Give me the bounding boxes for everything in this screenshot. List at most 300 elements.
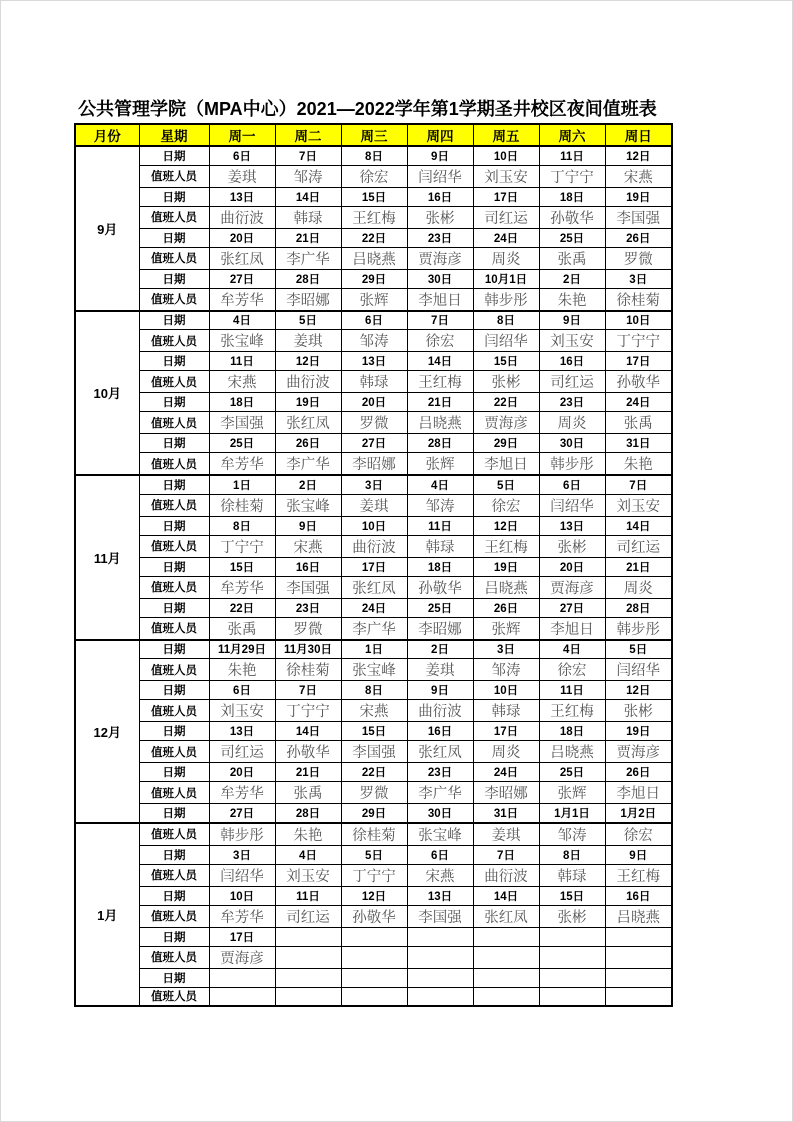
date-cell — [473, 927, 539, 946]
table-row — [75, 247, 672, 269]
date-cell: 5日 — [275, 311, 341, 330]
date-cell: 25日 — [209, 434, 275, 453]
staff-cell: 张辉 — [473, 617, 539, 640]
row-label-staff: 值班人员 — [139, 412, 209, 434]
table-row — [75, 659, 672, 681]
date-cell: 8日 — [539, 845, 605, 864]
staff-cell: 宋燕 — [341, 700, 407, 722]
date-cell: 14日 — [275, 722, 341, 741]
table-row — [75, 598, 672, 617]
date-cell: 13日 — [209, 187, 275, 206]
table-row — [75, 228, 672, 247]
date-cell: 8日 — [209, 516, 275, 535]
staff-cell: 司红运 — [605, 535, 672, 557]
date-cell: 12日 — [605, 681, 672, 700]
staff-cell: 曲衍波 — [407, 700, 473, 722]
header-cell: 周二 — [275, 124, 341, 146]
date-cell: 16日 — [407, 187, 473, 206]
staff-cell: 徐宏 — [407, 330, 473, 352]
staff-cell — [407, 987, 473, 1006]
row-label-staff: 值班人员 — [139, 987, 209, 1006]
staff-cell: 司红运 — [275, 905, 341, 927]
header-cell: 周四 — [407, 124, 473, 146]
duty-roster-body — [75, 146, 672, 1006]
header-cell: 周五 — [473, 124, 539, 146]
date-cell — [341, 927, 407, 946]
staff-cell — [473, 946, 539, 968]
date-cell: 10日 — [605, 311, 672, 330]
date-cell: 14日 — [605, 516, 672, 535]
date-cell: 17日 — [209, 927, 275, 946]
staff-cell: 徐桂菊 — [209, 494, 275, 516]
date-cell: 31日 — [473, 804, 539, 823]
staff-cell: 徐宏 — [605, 823, 672, 846]
staff-cell — [605, 987, 672, 1006]
date-cell: 6日 — [209, 146, 275, 165]
row-label-staff: 值班人员 — [139, 823, 209, 846]
table-row — [75, 927, 672, 946]
staff-cell — [407, 946, 473, 968]
date-cell: 14日 — [473, 886, 539, 905]
staff-cell: 刘玉安 — [473, 165, 539, 187]
date-cell: 12日 — [275, 352, 341, 371]
date-cell: 23日 — [275, 598, 341, 617]
date-cell: 7日 — [407, 311, 473, 330]
date-cell: 10日 — [473, 681, 539, 700]
table-row — [75, 763, 672, 782]
staff-cell: 李旭日 — [473, 453, 539, 476]
date-cell: 3日 — [605, 269, 672, 288]
staff-cell: 闫绍华 — [605, 659, 672, 681]
date-cell: 15日 — [209, 557, 275, 576]
date-cell: 23日 — [539, 393, 605, 412]
date-cell — [539, 927, 605, 946]
staff-cell: 邹涛 — [275, 165, 341, 187]
staff-cell: 李广华 — [275, 247, 341, 269]
staff-cell: 刘玉安 — [605, 494, 672, 516]
row-label-date: 日期 — [139, 269, 209, 288]
row-label-date: 日期 — [139, 187, 209, 206]
row-label-staff: 值班人员 — [139, 288, 209, 311]
row-label-date: 日期 — [139, 146, 209, 165]
row-label-date: 日期 — [139, 598, 209, 617]
table-row — [75, 453, 672, 476]
duty-roster-table — [74, 123, 673, 1007]
staff-cell: 韩步彤 — [539, 453, 605, 476]
date-cell: 20日 — [209, 763, 275, 782]
table-row — [75, 557, 672, 576]
staff-cell: 李国强 — [407, 905, 473, 927]
staff-cell: 贾海彦 — [539, 576, 605, 598]
header-cell: 周一 — [209, 124, 275, 146]
row-label-staff: 值班人员 — [139, 535, 209, 557]
staff-cell: 李昭娜 — [341, 453, 407, 476]
table-row — [75, 269, 672, 288]
staff-cell: 宋燕 — [605, 165, 672, 187]
staff-cell: 张彬 — [605, 700, 672, 722]
date-cell: 4日 — [407, 475, 473, 494]
staff-cell: 韩琭 — [407, 535, 473, 557]
staff-cell: 韩琭 — [473, 700, 539, 722]
staff-cell: 张辉 — [341, 288, 407, 311]
staff-cell: 牟芳华 — [209, 453, 275, 476]
date-cell: 19日 — [605, 187, 672, 206]
staff-cell: 曲衍波 — [275, 371, 341, 393]
table-row — [75, 681, 672, 700]
row-label-date: 日期 — [139, 640, 209, 659]
date-cell: 9日 — [407, 146, 473, 165]
header-cell: 月份 — [75, 124, 139, 146]
staff-cell: 曲衍波 — [341, 535, 407, 557]
date-cell: 29日 — [341, 804, 407, 823]
table-row — [75, 371, 672, 393]
staff-cell: 李旭日 — [539, 617, 605, 640]
date-cell: 18日 — [209, 393, 275, 412]
staff-cell: 丁宁宁 — [341, 864, 407, 886]
staff-cell: 李昭娜 — [473, 782, 539, 804]
staff-cell: 徐宏 — [539, 659, 605, 681]
row-label-date: 日期 — [139, 475, 209, 494]
date-cell — [539, 968, 605, 987]
date-cell: 12日 — [605, 146, 672, 165]
staff-cell: 孙敬华 — [275, 741, 341, 763]
date-cell: 17日 — [473, 722, 539, 741]
date-cell: 11日 — [209, 352, 275, 371]
date-cell: 15日 — [539, 886, 605, 905]
table-row — [75, 823, 672, 846]
table-row — [75, 434, 672, 453]
staff-cell: 司红运 — [209, 741, 275, 763]
staff-cell: 贾海彦 — [473, 412, 539, 434]
staff-cell: 李国强 — [209, 412, 275, 434]
staff-cell: 李国强 — [605, 206, 672, 228]
row-label-date: 日期 — [139, 927, 209, 946]
staff-cell: 张彬 — [539, 905, 605, 927]
date-cell: 21日 — [275, 763, 341, 782]
staff-cell — [539, 987, 605, 1006]
staff-cell: 张辉 — [407, 453, 473, 476]
staff-cell: 孙敬华 — [407, 576, 473, 598]
staff-cell — [275, 987, 341, 1006]
staff-cell: 吕晓燕 — [605, 905, 672, 927]
staff-cell: 姜琪 — [341, 494, 407, 516]
staff-cell: 张红凤 — [407, 741, 473, 763]
table-row — [75, 864, 672, 886]
staff-cell: 张宝峰 — [341, 659, 407, 681]
table-row — [75, 146, 672, 165]
date-cell: 9日 — [407, 681, 473, 700]
date-cell: 17日 — [605, 352, 672, 371]
staff-cell: 张彬 — [407, 206, 473, 228]
date-cell: 21日 — [275, 228, 341, 247]
row-label-staff: 值班人员 — [139, 946, 209, 968]
date-cell: 10日 — [209, 886, 275, 905]
staff-cell: 曲衍波 — [209, 206, 275, 228]
date-cell: 13日 — [539, 516, 605, 535]
date-cell: 22日 — [209, 598, 275, 617]
staff-cell: 丁宁宁 — [209, 535, 275, 557]
staff-cell: 张宝峰 — [407, 823, 473, 846]
date-cell: 16日 — [605, 886, 672, 905]
header-row — [75, 124, 672, 146]
staff-cell: 李广华 — [275, 453, 341, 476]
table-row — [75, 494, 672, 516]
staff-cell: 宋燕 — [209, 371, 275, 393]
date-cell: 23日 — [407, 763, 473, 782]
table-row — [75, 576, 672, 598]
staff-cell: 吕晓燕 — [407, 412, 473, 434]
header-cell: 周日 — [605, 124, 672, 146]
month-label: 1月 — [75, 823, 139, 1007]
staff-cell: 孙敬华 — [539, 206, 605, 228]
date-cell: 3日 — [341, 475, 407, 494]
table-row — [75, 187, 672, 206]
staff-cell: 周炎 — [605, 576, 672, 598]
staff-cell: 贾海彦 — [209, 946, 275, 968]
date-cell — [605, 968, 672, 987]
date-cell: 26日 — [473, 598, 539, 617]
staff-cell: 韩步彤 — [473, 288, 539, 311]
table-row — [75, 617, 672, 640]
staff-cell: 王红梅 — [473, 535, 539, 557]
date-cell: 25日 — [407, 598, 473, 617]
date-cell: 6日 — [209, 681, 275, 700]
staff-cell: 王红梅 — [341, 206, 407, 228]
row-label-date: 日期 — [139, 968, 209, 987]
date-cell: 21日 — [407, 393, 473, 412]
staff-cell: 张宝峰 — [275, 494, 341, 516]
date-cell: 14日 — [407, 352, 473, 371]
staff-cell: 邹涛 — [539, 823, 605, 846]
date-cell: 20日 — [539, 557, 605, 576]
row-label-staff: 值班人员 — [139, 659, 209, 681]
date-cell: 5日 — [341, 845, 407, 864]
date-cell: 8日 — [341, 146, 407, 165]
staff-cell: 朱艳 — [275, 823, 341, 846]
date-cell: 11月30日 — [275, 640, 341, 659]
row-label-date: 日期 — [139, 681, 209, 700]
staff-cell: 朱艳 — [209, 659, 275, 681]
row-label-staff: 值班人员 — [139, 247, 209, 269]
date-cell: 6日 — [341, 311, 407, 330]
date-cell — [407, 968, 473, 987]
staff-cell: 韩步彤 — [209, 823, 275, 846]
date-cell: 24日 — [341, 598, 407, 617]
staff-cell: 朱艳 — [605, 453, 672, 476]
date-cell: 25日 — [539, 228, 605, 247]
date-cell: 26日 — [605, 228, 672, 247]
staff-cell: 贾海彦 — [605, 741, 672, 763]
staff-cell: 闫绍华 — [209, 864, 275, 886]
staff-cell: 司红运 — [539, 371, 605, 393]
staff-cell: 徐宏 — [473, 494, 539, 516]
date-cell: 20日 — [209, 228, 275, 247]
table-row — [75, 782, 672, 804]
table-row — [75, 968, 672, 987]
table-row — [75, 905, 672, 927]
staff-cell: 王红梅 — [539, 700, 605, 722]
month-label: 12月 — [75, 640, 139, 823]
date-cell: 26日 — [605, 763, 672, 782]
table-row — [75, 393, 672, 412]
date-cell: 13日 — [407, 886, 473, 905]
staff-cell: 刘玉安 — [539, 330, 605, 352]
staff-cell — [539, 946, 605, 968]
staff-cell — [341, 946, 407, 968]
date-cell: 9日 — [539, 311, 605, 330]
staff-cell: 张禹 — [209, 617, 275, 640]
date-cell: 13日 — [209, 722, 275, 741]
date-cell: 11日 — [539, 681, 605, 700]
date-cell: 22日 — [473, 393, 539, 412]
row-label-staff: 值班人员 — [139, 206, 209, 228]
staff-cell: 姜琪 — [275, 330, 341, 352]
table-row — [75, 741, 672, 763]
row-label-staff: 值班人员 — [139, 864, 209, 886]
month-label: 11月 — [75, 475, 139, 640]
staff-cell: 刘玉安 — [209, 700, 275, 722]
date-cell: 27日 — [209, 269, 275, 288]
date-cell: 4日 — [539, 640, 605, 659]
row-label-staff: 值班人员 — [139, 782, 209, 804]
staff-cell: 李广华 — [341, 617, 407, 640]
staff-cell: 闫绍华 — [407, 165, 473, 187]
staff-cell — [341, 987, 407, 1006]
staff-cell: 罗微 — [275, 617, 341, 640]
date-cell: 27日 — [539, 598, 605, 617]
staff-cell: 刘玉安 — [275, 864, 341, 886]
staff-cell: 罗微 — [341, 782, 407, 804]
date-cell: 9日 — [275, 516, 341, 535]
table-row — [75, 412, 672, 434]
staff-cell: 徐宏 — [341, 165, 407, 187]
date-cell: 31日 — [605, 434, 672, 453]
date-cell: 24日 — [605, 393, 672, 412]
staff-cell: 张彬 — [473, 371, 539, 393]
date-cell: 18日 — [539, 722, 605, 741]
header-cell: 周三 — [341, 124, 407, 146]
row-label-staff: 值班人员 — [139, 494, 209, 516]
row-label-staff: 值班人员 — [139, 165, 209, 187]
staff-cell: 张禹 — [275, 782, 341, 804]
table-row — [75, 640, 672, 659]
row-label-date: 日期 — [139, 393, 209, 412]
date-cell: 27日 — [341, 434, 407, 453]
date-cell: 12日 — [473, 516, 539, 535]
month-label: 9月 — [75, 146, 139, 311]
date-cell: 9日 — [605, 845, 672, 864]
staff-cell: 王红梅 — [407, 371, 473, 393]
date-cell: 14日 — [275, 187, 341, 206]
staff-cell: 曲衍波 — [473, 864, 539, 886]
date-cell: 8日 — [341, 681, 407, 700]
date-cell — [275, 927, 341, 946]
date-cell: 28日 — [275, 269, 341, 288]
staff-cell: 韩琭 — [341, 371, 407, 393]
table-row — [75, 516, 672, 535]
row-label-staff: 值班人员 — [139, 371, 209, 393]
staff-cell: 吕晓燕 — [473, 576, 539, 598]
staff-cell: 张红凤 — [341, 576, 407, 598]
date-cell: 15日 — [341, 722, 407, 741]
date-cell: 1日 — [209, 475, 275, 494]
row-label-staff: 值班人员 — [139, 576, 209, 598]
date-cell: 29日 — [473, 434, 539, 453]
row-label-date: 日期 — [139, 722, 209, 741]
staff-cell — [209, 987, 275, 1006]
row-label-date: 日期 — [139, 434, 209, 453]
date-cell: 28日 — [407, 434, 473, 453]
date-cell: 7日 — [473, 845, 539, 864]
row-label-staff: 值班人员 — [139, 905, 209, 927]
header-cell: 星期 — [139, 124, 209, 146]
date-cell: 1日 — [341, 640, 407, 659]
date-cell: 30日 — [407, 804, 473, 823]
date-cell: 5日 — [473, 475, 539, 494]
staff-cell: 姜琪 — [407, 659, 473, 681]
table-row — [75, 946, 672, 968]
date-cell: 17日 — [341, 557, 407, 576]
date-cell: 11日 — [275, 886, 341, 905]
date-cell: 20日 — [341, 393, 407, 412]
date-cell: 24日 — [473, 228, 539, 247]
date-cell: 10日 — [341, 516, 407, 535]
table-row — [75, 206, 672, 228]
staff-cell: 孙敬华 — [605, 371, 672, 393]
month-label: 10月 — [75, 311, 139, 476]
staff-cell: 徐桂菊 — [275, 659, 341, 681]
staff-cell: 李广华 — [407, 782, 473, 804]
staff-cell: 周炎 — [539, 412, 605, 434]
staff-cell: 朱艳 — [539, 288, 605, 311]
date-cell: 27日 — [209, 804, 275, 823]
staff-cell: 贾海彦 — [407, 247, 473, 269]
row-label-staff: 值班人员 — [139, 330, 209, 352]
row-label-date: 日期 — [139, 311, 209, 330]
staff-cell: 司红运 — [473, 206, 539, 228]
staff-cell: 韩琭 — [539, 864, 605, 886]
table-row — [75, 535, 672, 557]
staff-cell: 张彬 — [539, 535, 605, 557]
date-cell: 5日 — [605, 640, 672, 659]
date-cell: 21日 — [605, 557, 672, 576]
row-label-date: 日期 — [139, 804, 209, 823]
date-cell: 1月2日 — [605, 804, 672, 823]
row-label-staff: 值班人员 — [139, 453, 209, 476]
date-cell: 8日 — [473, 311, 539, 330]
date-cell: 29日 — [341, 269, 407, 288]
date-cell — [473, 968, 539, 987]
date-cell: 2日 — [275, 475, 341, 494]
staff-cell: 张红凤 — [209, 247, 275, 269]
staff-cell: 邹涛 — [473, 659, 539, 681]
staff-cell: 姜琪 — [473, 823, 539, 846]
date-cell: 2日 — [539, 269, 605, 288]
date-cell: 1月1日 — [539, 804, 605, 823]
date-cell: 11日 — [539, 146, 605, 165]
date-cell: 15日 — [341, 187, 407, 206]
date-cell: 19日 — [605, 722, 672, 741]
row-label-date: 日期 — [139, 228, 209, 247]
date-cell: 4日 — [275, 845, 341, 864]
date-cell: 24日 — [473, 763, 539, 782]
header-cell: 周六 — [539, 124, 605, 146]
staff-cell: 罗微 — [605, 247, 672, 269]
date-cell: 3日 — [473, 640, 539, 659]
row-label-date: 日期 — [139, 557, 209, 576]
staff-cell: 丁宁宁 — [539, 165, 605, 187]
staff-cell: 姜琪 — [209, 165, 275, 187]
